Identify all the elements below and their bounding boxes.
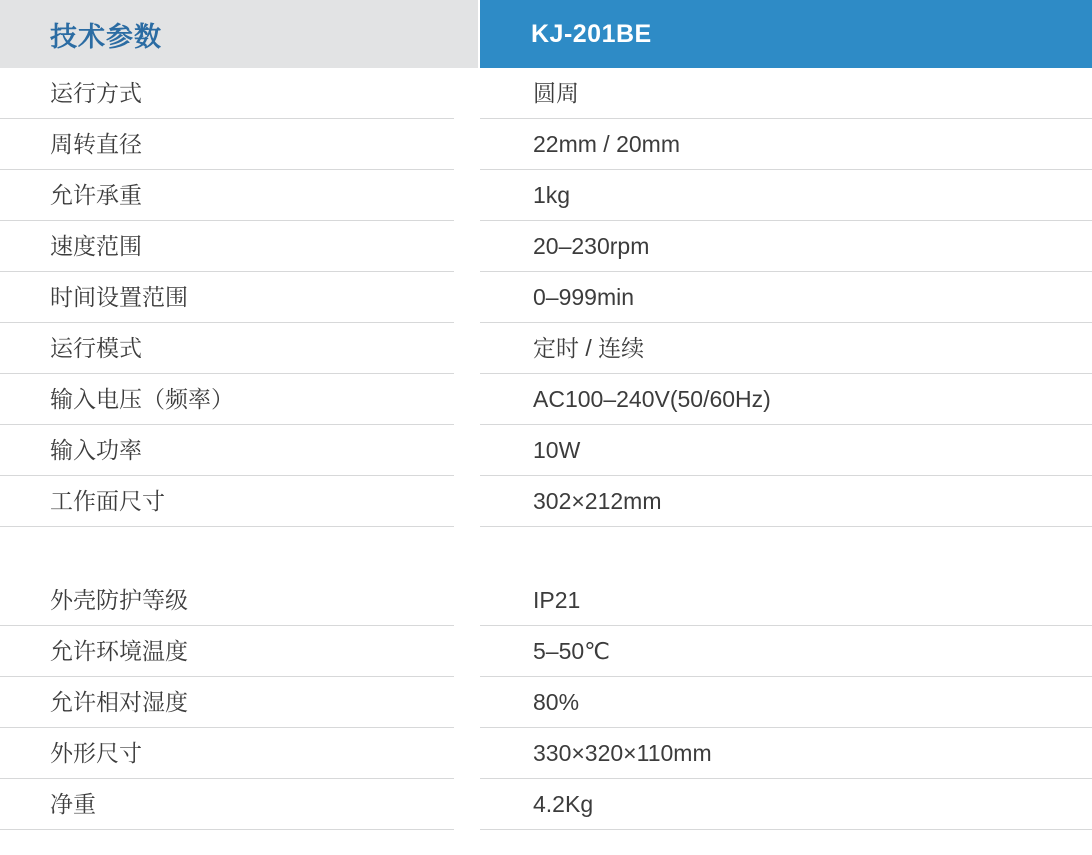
row-label-cell <box>0 728 478 779</box>
row-value-cell <box>478 677 1092 728</box>
row-label-cell <box>0 221 478 272</box>
spec-value: 1kg <box>480 170 1092 221</box>
spec-value: 302×212mm <box>480 476 1092 527</box>
spec-label: 外形尺寸 <box>0 728 454 779</box>
row-label-cell <box>0 779 478 830</box>
header-label-cell <box>0 0 478 68</box>
spec-value: IP21 <box>480 575 1092 626</box>
spec-value: 定时 / 连续 <box>480 323 1092 374</box>
row-label-cell <box>0 323 478 374</box>
spec-label: 输入电压（频率） <box>0 374 454 425</box>
spec-value: 10W <box>480 425 1092 476</box>
table-row <box>0 323 1092 374</box>
row-value-cell <box>478 374 1092 425</box>
row-label-cell <box>0 272 478 323</box>
row-value-cell <box>478 626 1092 677</box>
spec-label: 允许环境温度 <box>0 626 454 677</box>
table-row <box>0 425 1092 476</box>
table-row <box>0 374 1092 425</box>
row-value-cell <box>478 728 1092 779</box>
table-row <box>0 221 1092 272</box>
row-value-cell <box>478 221 1092 272</box>
spec-value: 0–999min <box>480 272 1092 323</box>
table-row <box>0 476 1092 527</box>
row-value-cell <box>478 323 1092 374</box>
spec-label: 运行模式 <box>0 323 454 374</box>
spec-value: 22mm / 20mm <box>480 119 1092 170</box>
row-label-cell <box>0 476 478 527</box>
table-header-row <box>0 0 1092 68</box>
spec-value: AC100–240V(50/60Hz) <box>480 374 1092 425</box>
spec-label: 允许相对湿度 <box>0 677 454 728</box>
spec-value: 4.2Kg <box>480 779 1092 830</box>
row-label-cell <box>0 626 478 677</box>
group-separator-right <box>478 527 1092 575</box>
table-row <box>0 626 1092 677</box>
table-row <box>0 119 1092 170</box>
table-row <box>0 677 1092 728</box>
table-row <box>0 728 1092 779</box>
spec-value: 20–230rpm <box>480 221 1092 272</box>
spec-label: 允许承重 <box>0 170 454 221</box>
row-label-cell <box>0 119 478 170</box>
table-row <box>0 575 1092 626</box>
group-separator <box>0 527 1092 575</box>
row-value-cell <box>478 68 1092 119</box>
row-label-cell <box>0 425 478 476</box>
spec-label: 运行方式 <box>0 68 454 119</box>
row-value-cell <box>478 272 1092 323</box>
row-value-cell <box>478 476 1092 527</box>
spec-value: 圆周 <box>480 68 1092 119</box>
spec-label: 时间设置范围 <box>0 272 454 323</box>
spec-label: 输入功率 <box>0 425 454 476</box>
header-value-cell <box>478 0 1092 68</box>
row-value-cell <box>478 425 1092 476</box>
spec-value: 330×320×110mm <box>480 728 1092 779</box>
row-label-cell <box>0 677 478 728</box>
spec-label: 工作面尺寸 <box>0 476 454 527</box>
spec-label: 速度范围 <box>0 221 454 272</box>
spec-label: 周转直径 <box>0 119 454 170</box>
row-value-cell <box>478 119 1092 170</box>
spec-value: 80% <box>480 677 1092 728</box>
table-title: 技术参数 <box>0 0 478 68</box>
row-value-cell <box>478 170 1092 221</box>
model-name: KJ-201BE <box>480 0 1092 68</box>
row-value-cell <box>478 779 1092 830</box>
spec-label: 净重 <box>0 779 454 830</box>
table-row <box>0 170 1092 221</box>
spec-value: 5–50℃ <box>480 626 1092 677</box>
row-label-cell <box>0 68 478 119</box>
group-separator-left <box>0 527 478 575</box>
row-value-cell <box>478 575 1092 626</box>
row-label-cell <box>0 170 478 221</box>
row-label-cell <box>0 575 478 626</box>
table-row <box>0 272 1092 323</box>
row-label-cell <box>0 374 478 425</box>
table-row <box>0 68 1092 119</box>
spec-label: 外壳防护等级 <box>0 575 454 626</box>
table-row <box>0 779 1092 830</box>
